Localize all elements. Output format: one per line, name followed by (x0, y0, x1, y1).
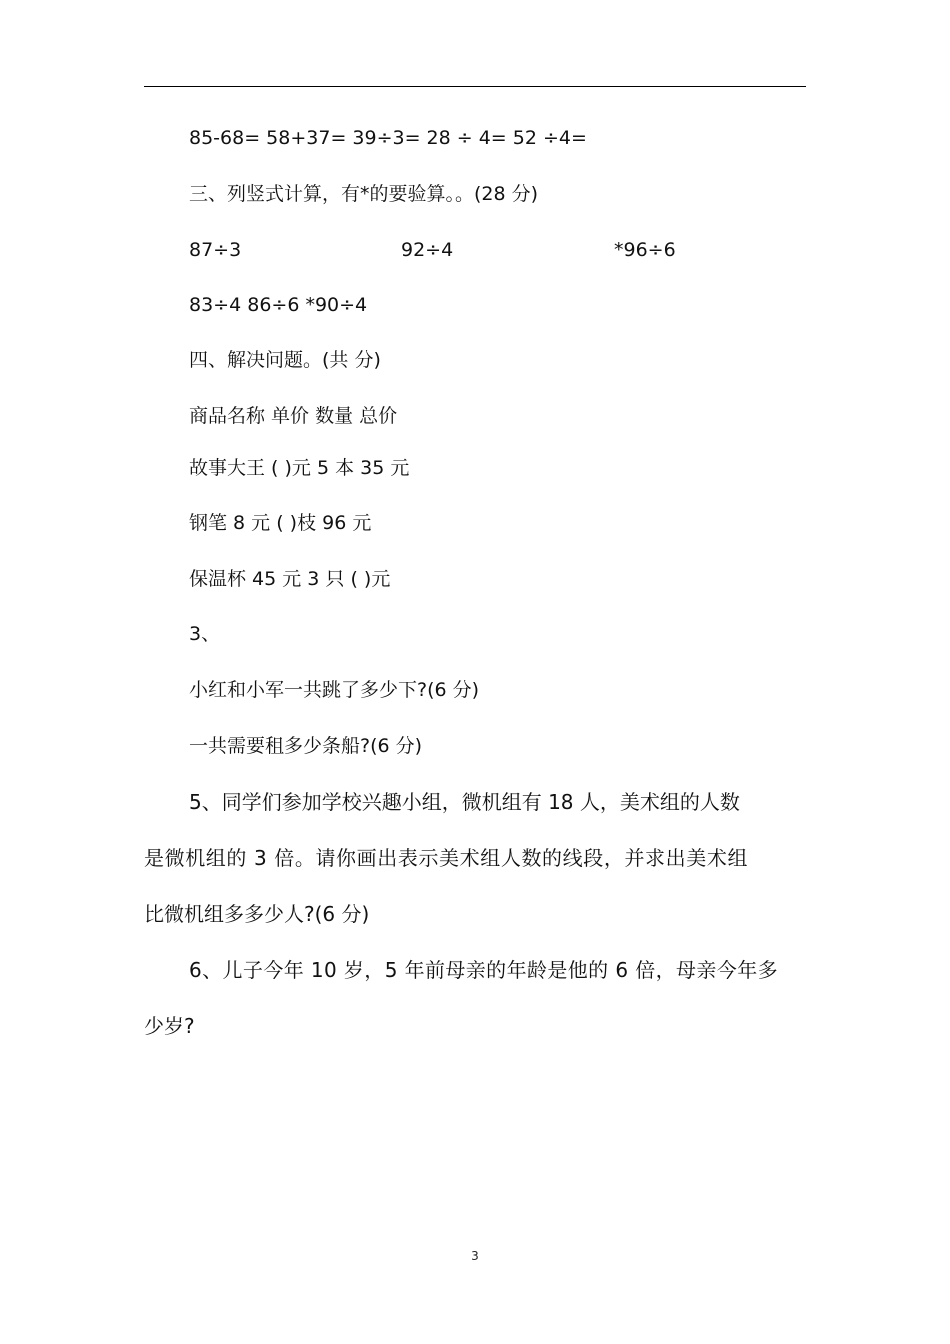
problem-96-div-6: *96÷6 (614, 239, 676, 261)
question-five-line-1: 5、同学们参加学校兴趣小组，微机组有 18 人，美术组的人数 (189, 790, 740, 814)
question-five-line-3: 比微机组多多少人?(6 分) (144, 902, 370, 926)
problem-line-83: 83÷4 86÷6 *90÷4 (189, 294, 368, 316)
question-jump-rope: 小红和小军一共跳了多少下?(6 分) (189, 679, 480, 701)
question-six-line-1: 6、儿子今年 10 岁，5 年前母亲的年龄是他的 6 倍，母亲今年多 (189, 958, 779, 982)
question-boats: 一共需要租多少条船?(6 分) (189, 735, 423, 757)
question-five-line-2: 是微机组的 3 倍。请你画出表示美术组人数的线段，并求出美术组 (144, 846, 749, 870)
section-three-heading: 三、列竖式计算，有*的要验算。。(28 分) (189, 183, 539, 205)
question-three-label: 3、 (189, 623, 221, 645)
section-four-heading: 四、解决问题。(共 分) (189, 349, 381, 371)
page-number: 3 (471, 1249, 479, 1263)
table-header-row: 商品名称 单价 数量 总价 (189, 405, 398, 427)
table-row-thermos: 保温杯 45 元 3 只 ( )元 (189, 568, 391, 590)
problem-87-div-3: 87÷3 (189, 239, 242, 261)
table-row-pen: 钢笔 8 元 ( )枝 96 元 (189, 512, 372, 534)
question-six-line-2: 少岁? (144, 1014, 195, 1038)
table-row-storybook: 故事大王 ( )元 5 本 35 元 (189, 457, 410, 479)
arithmetic-line: 85-68= 58+37= 39÷3= 28 ÷ 4= 52 ÷4= (189, 127, 587, 149)
problem-92-div-4: 92÷4 (401, 239, 454, 261)
header-rule (144, 86, 806, 87)
